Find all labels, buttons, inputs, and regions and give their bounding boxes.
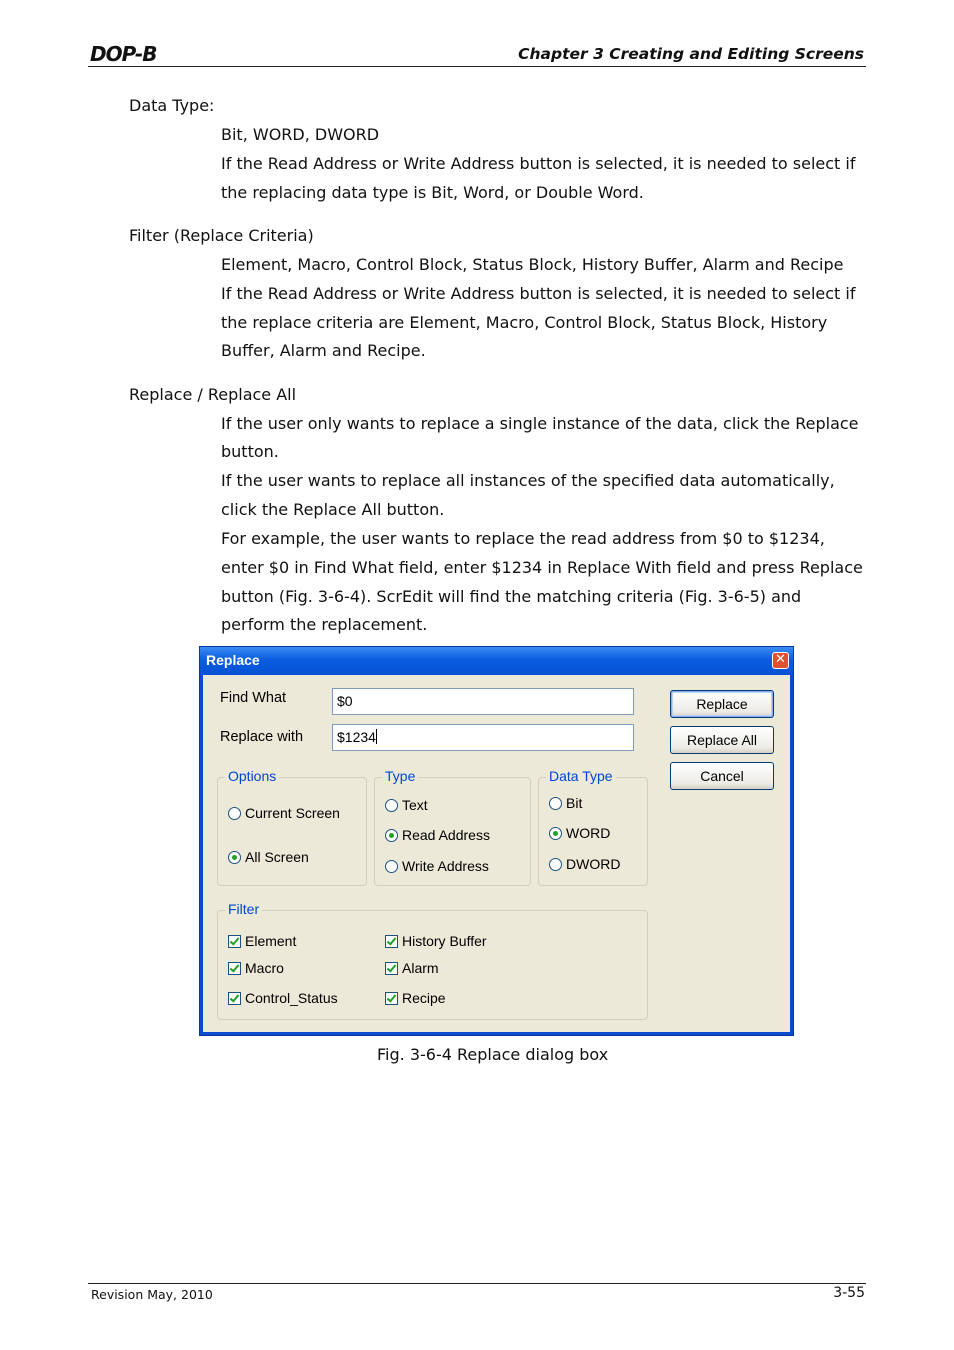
header-rule: [88, 66, 866, 67]
current-screen-label: Current Screen: [245, 805, 340, 821]
find-what-input[interactable]: [332, 688, 634, 715]
replace-all-button[interactable]: Replace All: [670, 726, 774, 754]
replace-with-label: Replace with: [220, 729, 304, 745]
checkbox-checked-icon: [385, 992, 398, 1005]
section-line: Element, Macro, Control Block, Status Block, History Buffer, Alarm and Recipe: [221, 255, 844, 274]
radio-icon: [549, 858, 562, 871]
macro-label: Macro: [245, 960, 284, 976]
section-line: the replace criteria are Element, Macro, Control Block, Status Block, History: [221, 313, 828, 332]
all-screen-label: All Screen: [245, 849, 309, 865]
section-line: If the user wants to replace all instances of the specified data automatically,: [221, 471, 835, 490]
checkbox-checked-icon: [228, 962, 241, 975]
type-group-title: Type: [382, 768, 418, 784]
all-screen-radio[interactable]: [228, 849, 309, 865]
section-line: the replacing data type is Bit, Word, or Double Word.: [221, 183, 644, 202]
control-status-label: Control_Status: [245, 990, 338, 1006]
section-heading-replace: Replace / Replace All: [129, 385, 297, 404]
text-caret: [376, 729, 377, 744]
checkbox-checked-icon: [385, 935, 398, 948]
section-line: enter $0 in Find What field, enter $1234 in Replace With field and press Replace: [221, 558, 863, 577]
history-buffer-label: History Buffer: [402, 933, 487, 949]
write-address-label: Write Address: [402, 858, 489, 874]
filter-group-title: Filter: [225, 901, 262, 917]
section-heading-data-type: Data Type:: [129, 96, 215, 115]
radio-selected-icon: [385, 829, 398, 842]
section-line: If the Read Address or Write Address button is selected, it is needed to select if: [221, 154, 856, 173]
text-label: Text: [402, 797, 428, 813]
checkbox-checked-icon: [228, 935, 241, 948]
word-label: WORD: [566, 825, 611, 841]
section-line: Bit, WORD, DWORD: [221, 125, 380, 144]
section-line: click the Replace All button.: [221, 500, 445, 519]
dialog-client-area: [203, 675, 790, 1032]
radio-icon: [385, 799, 398, 812]
figure-caption: Fig. 3-6-4 Replace dialog box: [377, 1045, 609, 1064]
element-label: Element: [245, 933, 297, 949]
replace-dialog: [199, 646, 794, 1036]
replace-with-input[interactable]: [332, 724, 634, 751]
revision-date: Revision May, 2010: [91, 1287, 213, 1302]
find-what-label: Find What: [220, 690, 287, 706]
read-address-radio[interactable]: [385, 827, 490, 843]
alarm-label: Alarm: [402, 960, 439, 976]
checkbox-checked-icon: [385, 962, 398, 975]
section-line: If the Read Address or Write Address button is selected, it is needed to select if: [221, 284, 856, 303]
radio-icon: [549, 797, 562, 810]
cancel-button[interactable]: Cancel: [670, 762, 774, 790]
macro-checkbox[interactable]: [228, 960, 284, 976]
type-group: [374, 768, 531, 886]
find-what-value: $0: [337, 693, 353, 709]
radio-selected-icon: [228, 851, 241, 864]
section-line: button.: [221, 442, 279, 461]
section-line: If the user only wants to replace a single instance of the data, click the Replace: [221, 414, 859, 433]
close-icon[interactable]: ✕: [772, 652, 789, 669]
alarm-checkbox[interactable]: [385, 960, 439, 976]
filter-group: [217, 901, 648, 1020]
chapter-header: Chapter 3 Creating and Editing Screens: [518, 45, 864, 63]
section-line: For example, the user wants to replace the read address from $0 to $1234,: [221, 529, 825, 548]
dop-b-logo: DOP-B: [90, 42, 157, 66]
dword-label: DWORD: [566, 856, 621, 872]
radio-icon: [228, 807, 241, 820]
recipe-checkbox[interactable]: [385, 990, 446, 1006]
history-buffer-checkbox[interactable]: [385, 933, 487, 949]
bit-label: Bit: [566, 795, 583, 811]
dialog-title: Replace: [206, 652, 260, 668]
data-type-group: [538, 768, 648, 886]
dword-radio[interactable]: [549, 856, 620, 872]
word-radio[interactable]: [549, 825, 610, 841]
read-address-label: Read Address: [402, 827, 490, 843]
options-group-title: Options: [225, 768, 279, 784]
write-address-radio[interactable]: [385, 858, 489, 874]
section-line: perform the replacement.: [221, 615, 428, 634]
current-screen-radio[interactable]: [228, 805, 340, 821]
bit-radio[interactable]: [549, 795, 582, 811]
text-radio[interactable]: [385, 797, 428, 813]
control-status-checkbox[interactable]: [228, 990, 338, 1006]
footer-rule: [88, 1283, 866, 1284]
dialog-titlebar[interactable]: [200, 647, 793, 675]
replace-with-value: $1234: [337, 729, 376, 745]
options-group: [217, 768, 367, 886]
radio-icon: [385, 860, 398, 873]
data-type-group-title: Data Type: [546, 768, 616, 784]
recipe-label: Recipe: [402, 990, 446, 1006]
section-line: button (Fig. 3-6-4). ScrEdit will find the matching criteria (Fig. 3-6-5) and: [221, 587, 802, 606]
element-checkbox[interactable]: [228, 933, 296, 949]
replace-button[interactable]: Replace: [670, 690, 774, 718]
radio-selected-icon: [549, 827, 562, 840]
checkbox-checked-icon: [228, 992, 241, 1005]
page-number: 3-55: [833, 1285, 865, 1301]
section-line: Buffer, Alarm and Recipe.: [221, 341, 426, 360]
section-heading-filter: Filter (Replace Criteria): [129, 226, 314, 245]
